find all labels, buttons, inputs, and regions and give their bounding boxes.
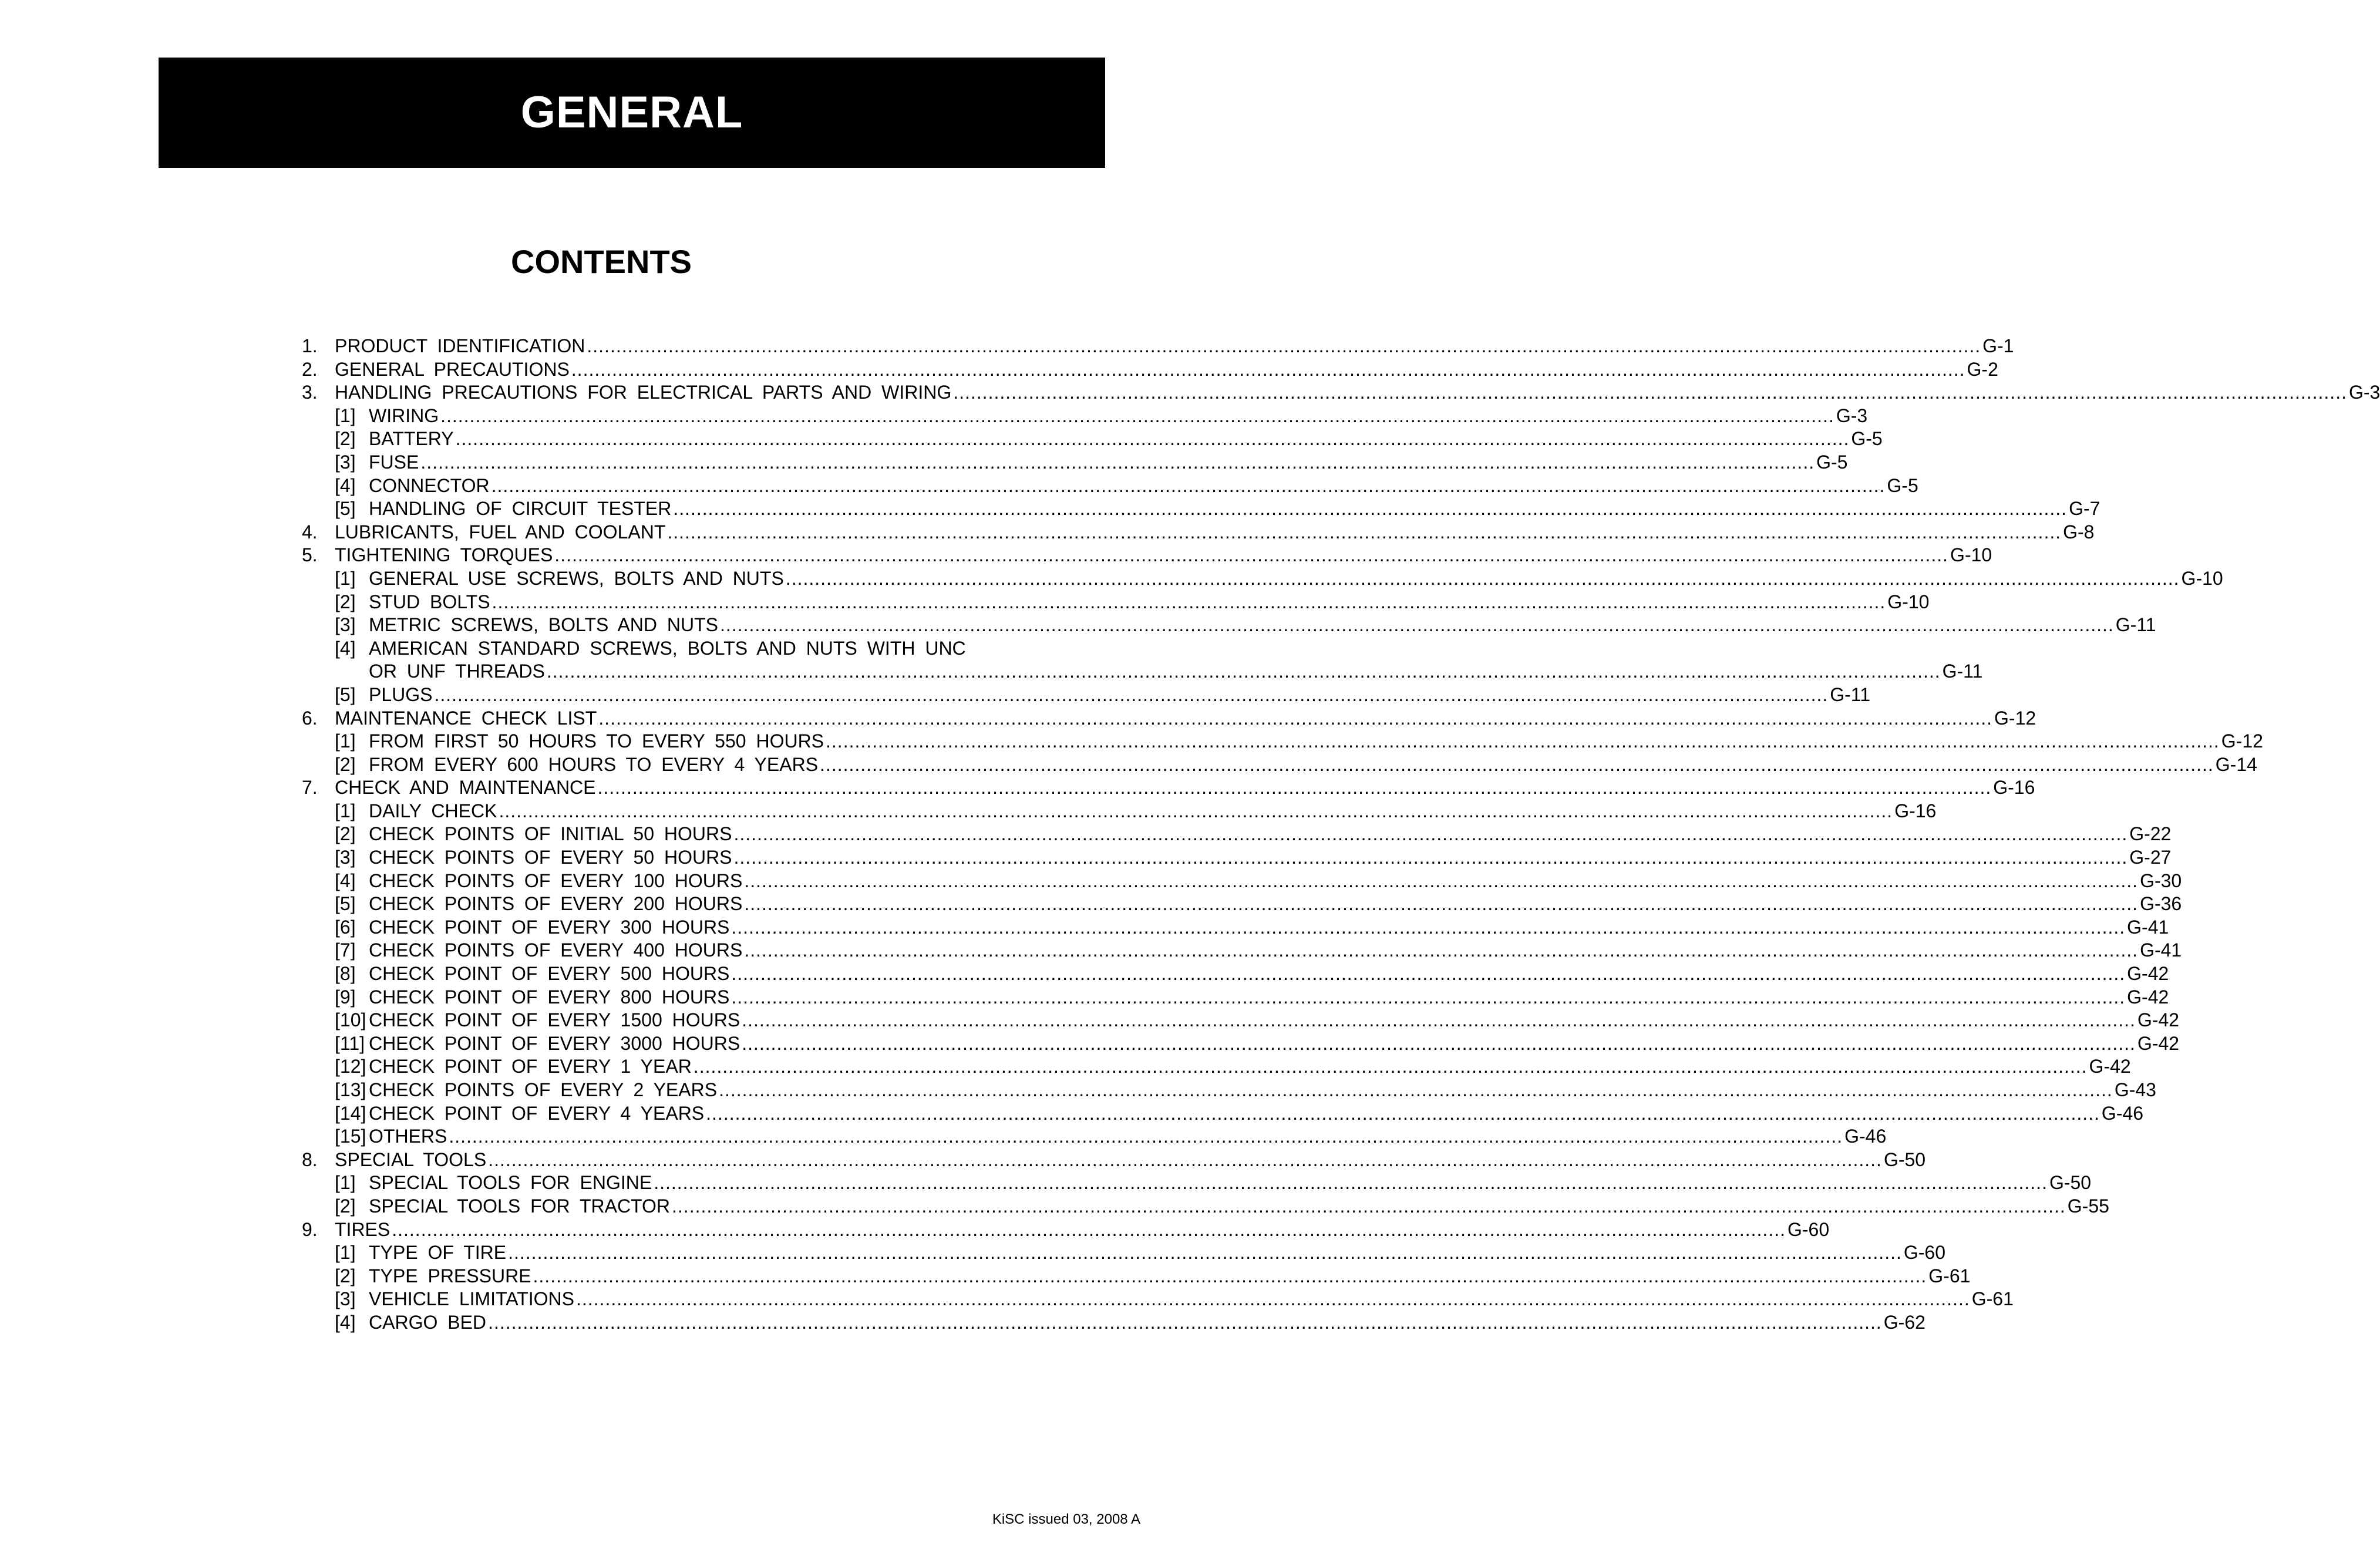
toc-page-number: G-42 xyxy=(2089,1056,2131,1077)
toc-entry[interactable] xyxy=(302,1218,1830,1242)
toc-entry-label: SPECIAL TOOLS xyxy=(335,1149,487,1170)
toc-dot-leader xyxy=(571,358,1965,382)
toc-entry[interactable] xyxy=(302,521,2095,544)
toc-entry-label: WIRING xyxy=(369,405,439,426)
toc-subentry-number: [1] xyxy=(335,730,356,752)
toc-dot-leader xyxy=(456,427,1850,451)
toc-subentry-number: [2] xyxy=(335,1265,356,1286)
toc-entry-number: 3. xyxy=(302,382,318,403)
toc-subentry-number: [4] xyxy=(335,870,356,891)
toc-entry-label: GENERAL PRECAUTIONS xyxy=(335,358,570,380)
toc-page-number: G-62 xyxy=(1883,1311,1925,1333)
toc-subentry-number: [1] xyxy=(335,405,356,426)
toc-subentry[interactable] xyxy=(302,1102,2144,1126)
toc-entry-label: TYPE PRESSURE xyxy=(369,1265,531,1286)
toc-entry-label: CHECK POINT OF EVERY 4 YEARS xyxy=(369,1102,705,1124)
toc-subentry-number: [2] xyxy=(335,823,356,845)
table-of-contents xyxy=(302,335,2380,1335)
toc-entry-label: CHECK POINT OF EVERY 800 HOURS xyxy=(369,986,730,1008)
toc-entry-label: DAILY CHECK xyxy=(369,800,497,821)
toc-subentry[interactable] xyxy=(302,823,2172,846)
toc-entry-number: 1. xyxy=(302,335,318,356)
toc-entry[interactable] xyxy=(302,544,1992,567)
toc-dot-leader xyxy=(554,544,1948,567)
toc-dot-leader xyxy=(744,939,2138,962)
toc-entry-number: 5. xyxy=(302,544,318,566)
toc-entry-label: FROM FIRST 50 HOURS TO EVERY 550 HOURS xyxy=(369,730,824,752)
toc-subentry[interactable] xyxy=(302,1195,2109,1218)
toc-entry[interactable] xyxy=(302,358,1998,382)
toc-subentry-number: [11] xyxy=(335,1032,365,1054)
toc-page-number: G-7 xyxy=(2069,498,2100,520)
toc-subentry[interactable] xyxy=(302,614,2156,637)
toc-subentry[interactable] xyxy=(302,870,2182,893)
toc-subentry-number: [3] xyxy=(335,847,356,868)
toc-subentry-number: [1] xyxy=(335,1172,356,1194)
toc-page-number: G-5 xyxy=(1816,451,1848,473)
toc-entry-label: PLUGS xyxy=(369,683,433,705)
toc-entry-label: SPECIAL TOOLS FOR TRACTOR xyxy=(369,1195,671,1217)
toc-entry-label: CHECK POINT OF EVERY 1500 HOURS xyxy=(369,1009,740,1031)
toc-page-number: G-46 xyxy=(2101,1102,2144,1124)
toc-dot-leader xyxy=(720,614,2114,637)
toc-subentry-number: [14] xyxy=(335,1102,366,1124)
toc-entry-label: TYPE OF TIRE xyxy=(369,1242,507,1264)
toc-subentry-number: [15] xyxy=(335,1126,366,1147)
toc-subentry[interactable] xyxy=(302,1288,2014,1311)
toc-subentry[interactable] xyxy=(302,451,1848,474)
toc-subentry-number: [6] xyxy=(335,916,356,938)
toc-entry-number: 2. xyxy=(302,358,318,380)
toc-dot-leader xyxy=(744,870,2138,893)
contents-heading: CONTENTS xyxy=(511,243,692,280)
toc-entry-number: 9. xyxy=(302,1218,318,1240)
toc-entry-label: CHECK POINTS OF INITIAL 50 HOURS xyxy=(369,823,732,845)
toc-entry-label: CHECK POINT OF EVERY 1 YEAR xyxy=(369,1056,692,1077)
toc-entry-label: CHECK POINTS OF EVERY 200 HOURS xyxy=(369,893,743,915)
toc-dot-leader xyxy=(587,335,1981,358)
toc-entry-label: LUBRICANTS, FUEL AND COOLANT xyxy=(335,521,666,543)
toc-subentry-number: [5] xyxy=(335,683,356,705)
toc-page-number: G-10 xyxy=(1887,591,1930,612)
toc-subentry[interactable] xyxy=(302,730,2263,753)
toc-subentry-number: [4] xyxy=(335,637,356,659)
toc-entry-label: SPECIAL TOOLS FOR ENGINE xyxy=(369,1172,652,1194)
toc-subentry[interactable] xyxy=(302,800,1937,823)
toc-dot-leader xyxy=(742,1032,2136,1056)
toc-entry-label: FUSE xyxy=(369,451,419,473)
toc-subentry-number: [2] xyxy=(335,753,356,775)
toc-dot-leader xyxy=(673,497,2067,521)
toc-entry[interactable] xyxy=(302,776,2035,800)
toc-page-number: G-42 xyxy=(2137,1009,2180,1031)
toc-page-number: G-11 xyxy=(1942,661,1983,682)
toc-dot-leader xyxy=(826,730,2220,753)
toc-page-number: G-42 xyxy=(2137,1032,2180,1054)
toc-subentry[interactable] xyxy=(302,660,1983,683)
toc-dot-leader xyxy=(694,1055,2088,1079)
toc-page-number: G-43 xyxy=(2114,1079,2156,1100)
toc-dot-leader xyxy=(547,660,1941,683)
toc-subentry[interactable] xyxy=(302,427,1883,451)
toc-subentry-number: [2] xyxy=(335,591,356,612)
toc-subentry[interactable] xyxy=(302,1009,2180,1032)
toc-entry-label: VEHICLE LIMITATIONS xyxy=(369,1288,574,1310)
toc-dot-leader xyxy=(744,892,2138,916)
toc-subentry-number: [2] xyxy=(335,428,356,450)
toc-dot-leader xyxy=(742,1009,2136,1032)
toc-page-number: G-12 xyxy=(2221,730,2263,752)
toc-page-number: G-50 xyxy=(1883,1149,1926,1170)
toc-dot-leader xyxy=(488,1149,1882,1172)
toc-subentry-number: [4] xyxy=(335,474,356,496)
toc-entry-number: 8. xyxy=(302,1149,318,1170)
toc-subentry-number: [10] xyxy=(335,1009,366,1031)
toc-page-number: G-30 xyxy=(2140,870,2182,891)
toc-subentry[interactable] xyxy=(302,753,2257,777)
toc-dot-leader xyxy=(508,1241,1902,1265)
toc-subentry[interactable] xyxy=(302,1265,1971,1288)
toc-page-number: G-2 xyxy=(1967,358,1998,380)
toc-dot-leader xyxy=(598,707,1992,730)
toc-subentry[interactable] xyxy=(302,916,2169,939)
toc-subentry[interactable] xyxy=(302,1125,1887,1149)
toc-dot-leader xyxy=(434,683,1828,707)
toc-dot-leader xyxy=(731,916,2125,939)
toc-entry-label: GENERAL USE SCREWS, BOLTS AND NUTS xyxy=(369,567,784,589)
toc-subentry-number: [8] xyxy=(335,963,356,985)
toc-page-number: G-3 xyxy=(2348,382,2380,403)
toc-page-number: G-10 xyxy=(1950,544,1992,566)
toc-page-number: G-22 xyxy=(2129,823,2172,845)
toc-dot-leader xyxy=(706,1102,2100,1126)
toc-dot-leader xyxy=(654,1171,2048,1195)
toc-subentry-number: [1] xyxy=(335,800,356,821)
toc-subentry-number: [1] xyxy=(335,567,356,589)
toc-subentry[interactable] xyxy=(302,405,1868,428)
toc-page-number: G-3 xyxy=(1836,405,1868,426)
toc-subentry[interactable] xyxy=(302,637,1028,661)
toc-subentry[interactable] xyxy=(302,1079,2156,1102)
toc-dot-leader xyxy=(392,1218,1786,1242)
section-banner xyxy=(159,58,1105,168)
toc-subentry[interactable] xyxy=(302,567,2223,591)
toc-page-number: G-12 xyxy=(1994,707,2036,729)
toc-entry-label: PRODUCT IDENTIFICATION xyxy=(335,335,585,356)
toc-subentry[interactable] xyxy=(302,892,2182,916)
toc-entry[interactable] xyxy=(302,1149,1926,1172)
toc-page-number: G-16 xyxy=(1894,800,1937,821)
toc-page-number: G-46 xyxy=(1844,1126,1887,1147)
toc-entry-label: CHECK POINT OF EVERY 500 HOURS xyxy=(369,963,730,985)
toc-dot-leader xyxy=(420,451,1815,474)
toc-entry-label: CHECK POINTS OF EVERY 100 HOURS xyxy=(369,870,743,891)
toc-subentry[interactable] xyxy=(302,1311,1925,1335)
toc-subentry[interactable] xyxy=(302,1032,2180,1056)
toc-entry-label: METRIC SCREWS, BOLTS AND NUTS xyxy=(369,614,719,636)
toc-subentry-number: [9] xyxy=(335,986,356,1008)
toc-entry[interactable] xyxy=(302,335,2014,358)
toc-entry-label: TIGHTENING TORQUES xyxy=(335,544,553,566)
toc-page-number: G-42 xyxy=(2127,963,2169,985)
toc-entry[interactable] xyxy=(302,381,2380,405)
toc-page-number: G-8 xyxy=(2063,521,2095,543)
toc-page-number: G-27 xyxy=(2129,847,2172,868)
footer-issue-note: KiSC issued 03, 2008 A xyxy=(992,1511,1140,1527)
toc-entry-label: MAINTENANCE CHECK LIST xyxy=(335,707,597,729)
toc-page-number: G-1 xyxy=(1982,335,2014,356)
toc-subentry-number: [13] xyxy=(335,1079,366,1100)
toc-page-number: G-16 xyxy=(1993,777,2035,799)
toc-dot-leader xyxy=(786,567,2180,591)
toc-entry-label: BATTERY xyxy=(369,428,454,450)
toc-dot-leader xyxy=(820,753,2214,777)
toc-dot-leader xyxy=(731,962,2125,986)
toc-subentry[interactable] xyxy=(302,1241,1945,1265)
toc-dot-leader xyxy=(449,1125,1843,1149)
toc-page-number: G-50 xyxy=(2049,1172,2092,1194)
toc-page-number: G-60 xyxy=(1903,1242,1945,1264)
toc-entry-label: FROM EVERY 600 HOURS TO EVERY 4 YEARS xyxy=(369,753,819,775)
toc-subentry[interactable] xyxy=(302,962,2169,986)
toc-subentry[interactable] xyxy=(302,1055,2131,1079)
toc-dot-leader xyxy=(499,800,1893,823)
toc-subentry[interactable] xyxy=(302,497,2100,521)
toc-entry-label: HANDLING OF CIRCUIT TESTER xyxy=(369,498,672,520)
toc-dot-leader xyxy=(488,1311,1882,1335)
toc-entry-number: 4. xyxy=(302,521,318,543)
toc-dot-leader xyxy=(953,381,2347,405)
toc-page-number: G-41 xyxy=(2127,916,2169,938)
toc-dot-leader xyxy=(733,823,2127,846)
toc-dot-leader xyxy=(672,1195,2066,1218)
toc-subentry-number: [5] xyxy=(335,498,356,520)
toc-page-number: G-41 xyxy=(2140,939,2182,961)
toc-dot-leader xyxy=(533,1265,1927,1288)
toc-dot-leader xyxy=(667,521,2061,544)
toc-subentry-number: [1] xyxy=(335,1242,356,1264)
toc-subentry-number: [3] xyxy=(335,1288,356,1310)
toc-subentry-number: [2] xyxy=(335,1195,356,1217)
toc-entry[interactable] xyxy=(302,707,2036,730)
toc-subentry-number: [4] xyxy=(335,1311,356,1333)
toc-dot-leader xyxy=(719,1079,2113,1102)
toc-page-number: G-55 xyxy=(2067,1195,2109,1217)
toc-dot-leader xyxy=(440,405,1834,428)
toc-subentry[interactable] xyxy=(302,1171,2092,1195)
toc-page-number: G-11 xyxy=(2115,614,2156,636)
toc-entry-label: OTHERS xyxy=(369,1126,447,1147)
toc-page-number: G-14 xyxy=(2215,753,2257,775)
toc-subentry-number: [5] xyxy=(335,893,356,915)
toc-subentry-number: [3] xyxy=(335,614,356,636)
toc-entry-label: CHECK POINTS OF EVERY 50 HOURS xyxy=(369,847,732,868)
toc-entry-label: CHECK POINTS OF EVERY 400 HOURS xyxy=(369,939,743,961)
toc-entry-label: OR UNF THREADS xyxy=(369,661,545,682)
toc-entry-label: CONNECTOR xyxy=(369,474,490,496)
toc-subentry[interactable] xyxy=(302,474,1918,498)
section-title: GENERAL xyxy=(520,87,743,137)
toc-entry-label: HANDLING PRECAUTIONS FOR ELECTRICAL PARTS AND WIRING xyxy=(335,382,952,403)
toc-dot-leader xyxy=(576,1288,1970,1311)
toc-entry-label: CHECK POINT OF EVERY 300 HOURS xyxy=(369,916,730,938)
toc-dot-leader xyxy=(731,986,2125,1009)
toc-entry-number: 7. xyxy=(302,777,318,799)
toc-subentry[interactable] xyxy=(302,591,1930,614)
toc-entry-label: CHECK POINT OF EVERY 3000 HOURS xyxy=(369,1032,740,1054)
toc-page-number: G-61 xyxy=(1971,1288,2014,1310)
toc-entry-label: TIRES xyxy=(335,1218,391,1240)
toc-entry-number: 6. xyxy=(302,707,318,729)
toc-dot-leader xyxy=(598,776,1992,800)
toc-dot-leader xyxy=(734,846,2128,870)
toc-subentry[interactable] xyxy=(302,986,2169,1009)
toc-subentry[interactable] xyxy=(302,846,2172,870)
toc-page-number: G-5 xyxy=(1851,428,1883,450)
toc-entry-label: CARGO BED xyxy=(369,1311,487,1333)
toc-page-number: G-60 xyxy=(1787,1218,1830,1240)
toc-page-number: G-36 xyxy=(2140,893,2182,915)
toc-entry-label: CHECK POINTS OF EVERY 2 YEARS xyxy=(369,1079,718,1100)
toc-subentry-number: [12] xyxy=(335,1056,366,1077)
toc-dot-leader xyxy=(492,591,1886,614)
toc-subentry[interactable] xyxy=(302,683,1870,707)
toc-subentry[interactable] xyxy=(302,939,2182,962)
toc-entry-label: CHECK AND MAINTENANCE xyxy=(335,777,596,799)
toc-entry-label: STUD BOLTS xyxy=(369,591,490,612)
toc-dot-leader xyxy=(492,474,1886,498)
toc-page-number: G-5 xyxy=(1887,474,1918,496)
toc-page-number: G-61 xyxy=(1928,1265,1971,1286)
toc-page-number: G-11 xyxy=(1830,683,1870,705)
toc-entry-label: AMERICAN STANDARD SCREWS, BOLTS AND NUTS WITH UNC xyxy=(369,637,966,659)
toc-subentry-number: [7] xyxy=(335,939,356,961)
toc-page-number: G-10 xyxy=(2181,567,2223,589)
toc-subentry-number: [3] xyxy=(335,451,356,473)
toc-page-number: G-42 xyxy=(2127,986,2169,1008)
